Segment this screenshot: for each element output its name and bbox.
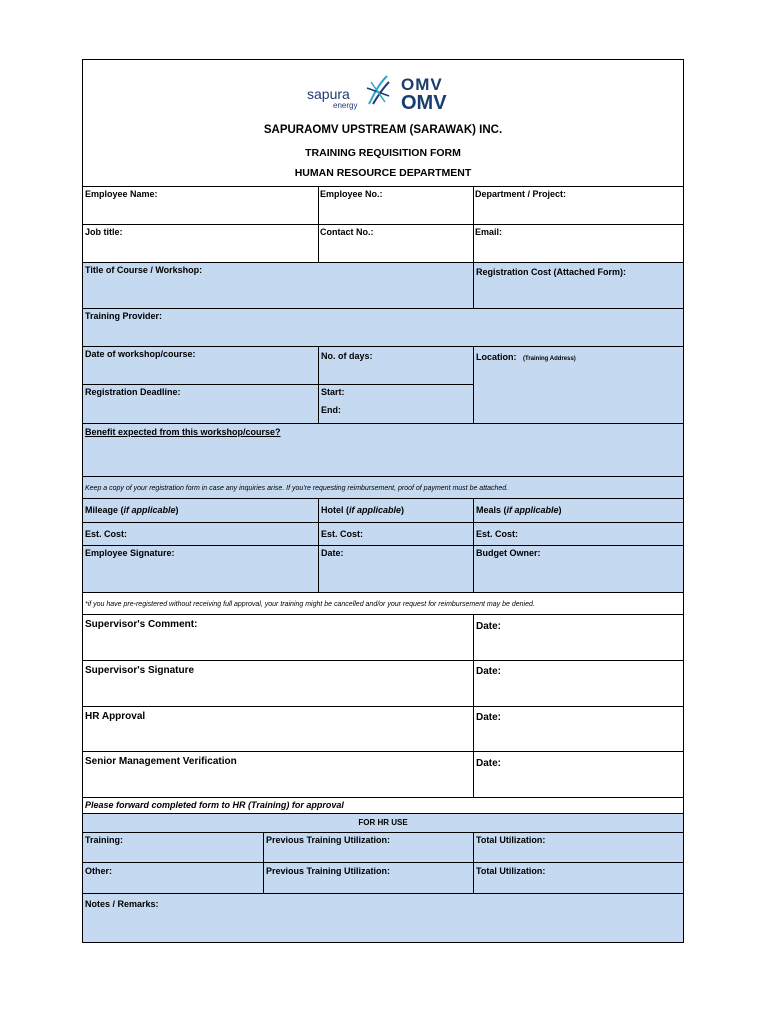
hr-other-total-util[interactable]: Total Utilization:: [474, 863, 683, 893]
start-label: Start:: [321, 387, 345, 397]
sapura-logo-text: sapura: [307, 86, 350, 102]
supervisor-comment-date[interactable]: Date:: [476, 621, 502, 632]
hotel-label: Hotel (: [321, 505, 349, 515]
supervisor-signature-date[interactable]: Date:: [476, 666, 502, 677]
location-field[interactable]: [474, 347, 683, 423]
preregistered-note: *if you have pre-registered without receiving full approval, your training might be cancelled and/or your request for reimbursement may be denied.: [85, 601, 535, 608]
forward-note: [83, 798, 683, 813]
no-of-days-field[interactable]: No. of days:: [319, 347, 473, 384]
hotel-est-cost[interactable]: Est. Cost:: [319, 523, 473, 545]
sapura-mark-icon: [365, 74, 391, 106]
sapura-energy-logo: [307, 74, 397, 114]
senior-management-field[interactable]: Senior Management Verification: [85, 756, 237, 767]
location-hint: (Training Address): [523, 356, 576, 362]
employee-signature-field[interactable]: Employee Signature:: [83, 546, 318, 592]
hr-approval-date[interactable]: Date:: [476, 712, 502, 723]
mileage-label: Mileage (: [85, 505, 124, 515]
meals-est-cost[interactable]: Est. Cost:: [474, 523, 683, 545]
forward-note-text: Please forward completed form to HR (Training) for approval: [85, 800, 344, 810]
registration-deadline-field[interactable]: Registration Deadline:: [83, 385, 318, 423]
keep-copy-note: Keep a copy of your registration form in case any inquiries arise. If you're requesting reimbursement, proof of payment must be attached.: [83, 477, 683, 498]
email-field[interactable]: Email:: [475, 227, 503, 237]
meals-close: ): [558, 505, 562, 515]
omv-logo-text: OMV: [401, 92, 447, 114]
mileage-field[interactable]: [83, 499, 318, 522]
hr-other-field[interactable]: Other:: [83, 863, 263, 893]
contact-no-field[interactable]: Contact No.:: [320, 227, 374, 237]
hr-training-total-util[interactable]: Total Utilization:: [474, 833, 683, 862]
hotel-if-applicable: if applicable: [349, 505, 402, 515]
for-hr-use-header: FOR HR USE: [83, 814, 683, 832]
mileage-est-cost[interactable]: Est. Cost:: [83, 523, 318, 545]
mileage-close: ): [175, 505, 179, 515]
notes-remarks-field[interactable]: Notes / Remarks:: [83, 894, 683, 942]
department-project-field[interactable]: Department / Project:: [475, 189, 567, 199]
hr-other-prev-util[interactable]: Previous Training Utilization:: [264, 863, 473, 893]
employee-no-field[interactable]: Employee No.:: [320, 189, 383, 199]
location-label: Location:: [476, 352, 517, 362]
meals-label: Meals (: [476, 505, 507, 515]
budget-owner-field[interactable]: Budget Owner:: [474, 546, 683, 592]
benefit-field[interactable]: Benefit expected from this workshop/course?: [83, 424, 683, 476]
employee-name-field[interactable]: Employee Name:: [85, 189, 158, 199]
supervisor-comment-field[interactable]: Supervisor's Comment:: [85, 619, 198, 630]
training-requisition-form: [82, 59, 684, 943]
hr-approval-field[interactable]: HR Approval: [85, 711, 146, 722]
mileage-if-applicable: if applicable: [123, 505, 176, 515]
start-end-field[interactable]: [319, 385, 473, 423]
hr-training-prev-util[interactable]: Previous Training Utilization:: [264, 833, 473, 862]
date-of-course-field[interactable]: Date of workshop/course:: [83, 347, 318, 384]
hr-training-field[interactable]: Training:: [83, 833, 263, 862]
job-title-field[interactable]: Job title:: [85, 227, 123, 237]
supervisor-signature-field[interactable]: Supervisor's Signature: [85, 665, 195, 676]
end-label: End:: [321, 405, 341, 415]
meals-field[interactable]: [474, 499, 683, 522]
registration-cost-field[interactable]: Registration Cost (Attached Form):: [474, 263, 683, 308]
department-title: HUMAN RESOURCE DEPARTMENT: [294, 167, 472, 179]
energy-logo-text: energy: [333, 101, 358, 110]
course-title-field[interactable]: Title of Course / Workshop:: [83, 263, 473, 308]
company-name: SAPURAOMV UPSTREAM (SARAWAK) INC.: [263, 124, 503, 136]
omv-mark-icon: [401, 76, 465, 92]
omv-logo: [401, 76, 467, 116]
meals-if-applicable: if applicable: [506, 505, 559, 515]
hotel-close: ): [401, 505, 405, 515]
hotel-field[interactable]: [319, 499, 473, 522]
form-title: TRAINING REQUISITION FORM: [305, 147, 461, 159]
employee-date-field[interactable]: Date:: [319, 546, 473, 592]
training-provider-field[interactable]: Training Provider:: [83, 309, 683, 346]
senior-management-date[interactable]: Date:: [476, 758, 502, 769]
svg-text:OMV: OMV: [401, 76, 443, 92]
